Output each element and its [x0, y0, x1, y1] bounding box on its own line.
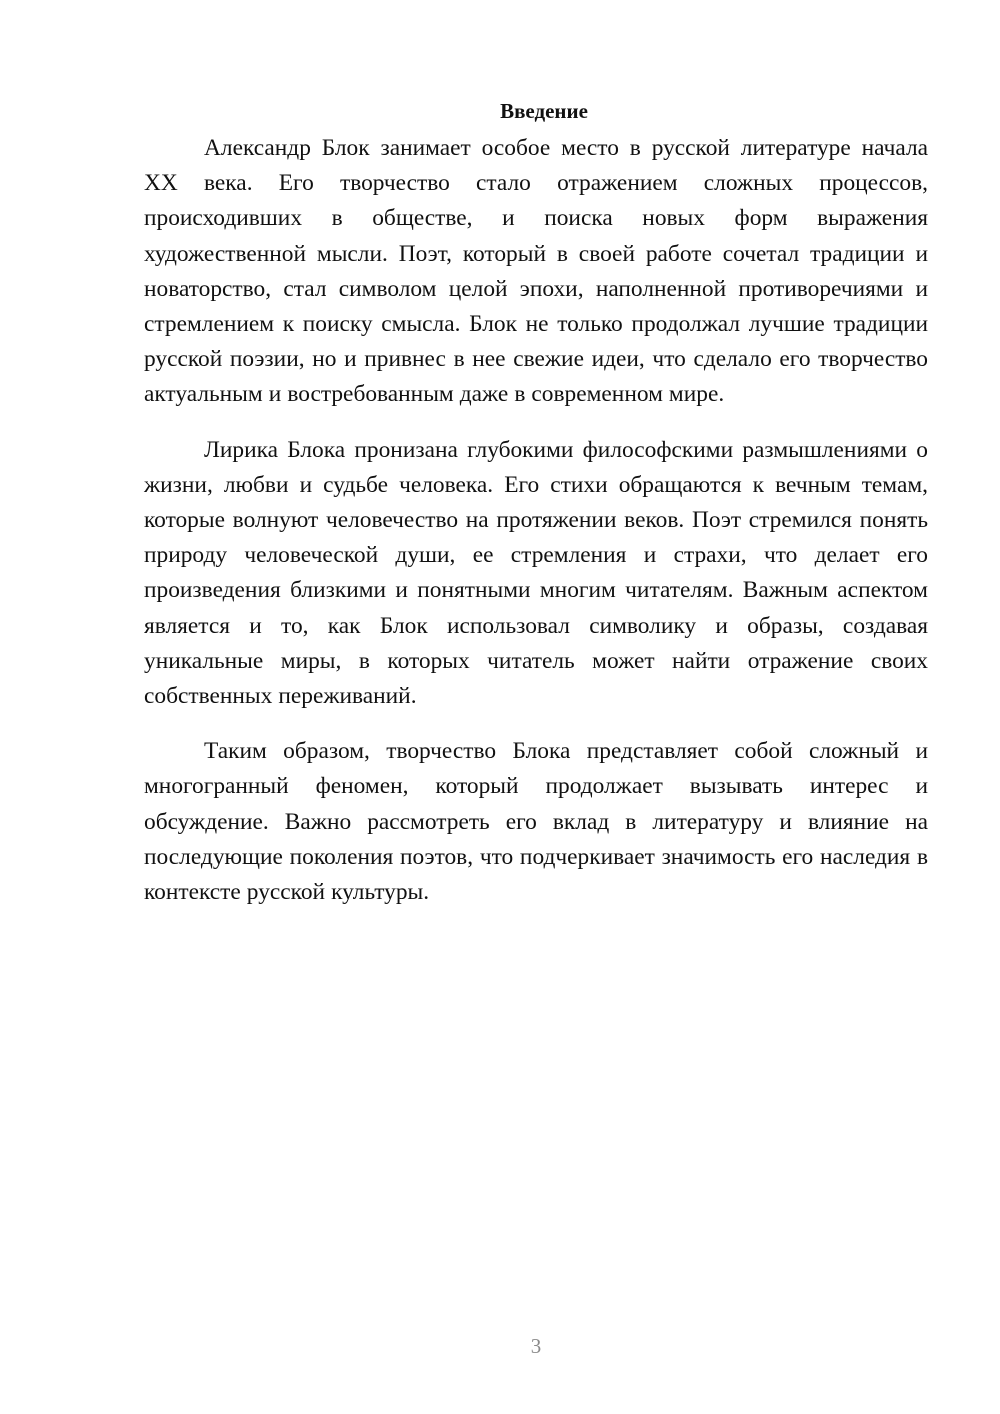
paragraph-intro-1: Александр Блок занимает особое место в русской литературе начала XX века. Его творчество стало отражением сложных процессов, происходивших в обществе, и поиска новых форм выражения художественной мысли. Поэт, который в своей работе сочетал традиции и новаторство, стал символом целой эпохи, наполненной противоречиями и стремлением к поиску смысла. Блок не только продолжал лучшие традиции русской поэзии, но и привнес в нее свежие идеи, что сделало его творчество актуальным и востребованным даже в современном мире.: [144, 135, 928, 408]
document-content: [144, 96, 928, 910]
paragraph-intro-2: Лирика Блока пронизана глубокими философскими размышлениями о жизни, любви и судьбе человека. Его стихи обращаются к вечным темам, которые волнуют человечество на протяжении веков. Поэт стремился понять природу человеческой души, ее стремления и страхи, что делает его произведения близкими и понятными многим читателям. Важным аспектом является и то, как Блок использовал символику и образы, создавая уникальные миры, в которых читатель может найти отражение своих собственных переживаний.: [144, 436, 928, 710]
page-title: Введение: [500, 99, 588, 123]
paragraph-intro-3: Таким образом, творчество Блока представляет собой сложный и многогранный феномен, который продолжает вызывать интерес и обсуждение. Важно рассмотреть его вклад в литературу и влияние на последующие поколения поэтов, что подчеркивает значимость его наследия в контексте русской культуры.: [144, 738, 928, 906]
page-number: 3: [530, 1334, 542, 1358]
